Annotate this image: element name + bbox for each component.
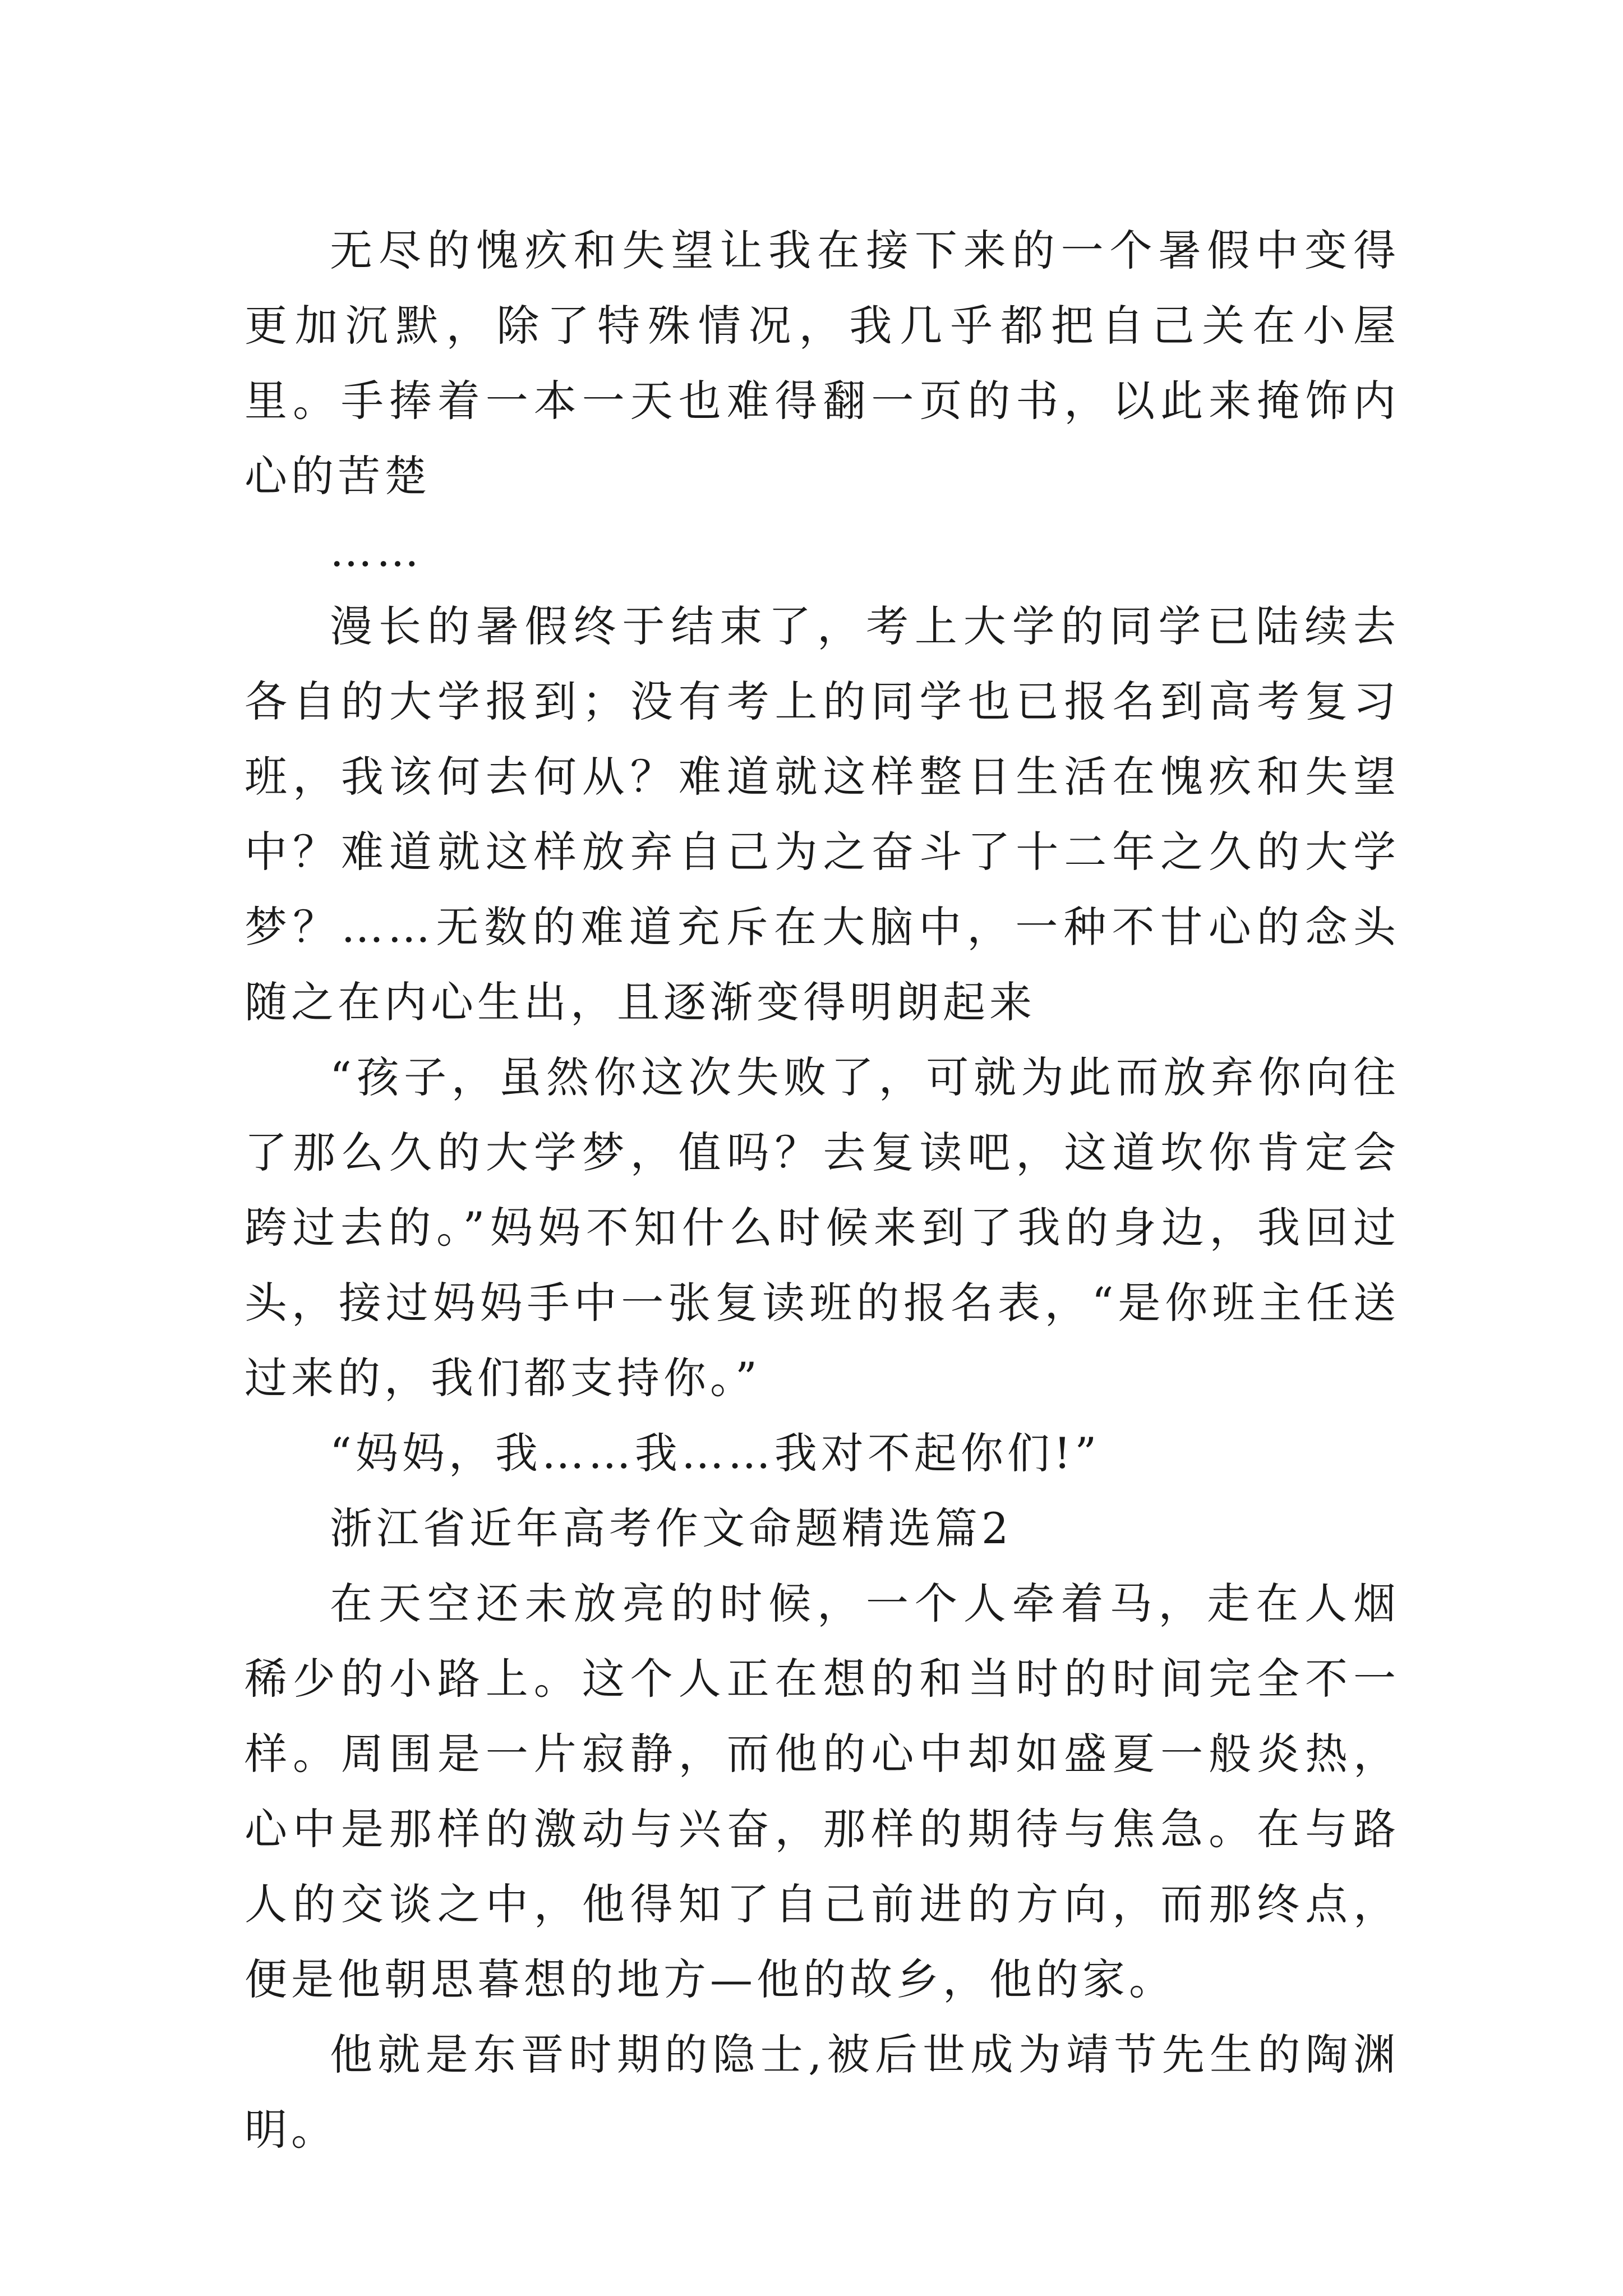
- paragraph-3: “孩子，虽然你这次失败了，可就为此而放弃你向往了那么久的大学梦，值吗？去复读吧，这道坎你肯定会跨过去的。”妈妈不知什么时候来到了我的身边，我回过头，接过妈妈手中一张复读班的报名表，“是你班主任送过来的，我们都支持你。”: [245, 1052, 1400, 1403]
- section-heading: 浙江省近年高考作文命题精选篇2: [330, 1503, 1013, 1553]
- document-body: [245, 213, 1400, 2168]
- paragraph-4: “妈妈，我……我……我对不起你们!”: [330, 1428, 1101, 1478]
- paragraph-1: 无尽的愧疚和失望让我在接下来的一个暑假中变得更加沉默，除了特殊情况，我几乎都把自己关在小屋里。手捧着一本一天也难得翻一页的书，以此来掩饰内心的苦楚: [245, 226, 1400, 501]
- paragraph-6: 他就是东晋时期的隐士,被后世成为靖节先生的陶渊明。: [245, 2030, 1400, 2155]
- paragraph-5: 在天空还未放亮的时候，一个人牵着马，走在人烟稀少的小路上。这个人正在想的和当时的时间完全不一样。周围是一片寂静，而他的心中却如盛夏一般炎热，心中是那样的激动与兴奋，那样的期待与焦急。在与路人的交谈之中，他得知了自己前进的方向，而那终点，便是他朝思暮想的地方—他的故乡，他的家。: [245, 1579, 1400, 2004]
- paragraph-2: 漫长的暑假终于结束了，考上大学的同学已陆续去各自的大学报到；没有考上的同学也已报名到高考复习班，我该何去何从？难道就这样整日生活在愧疚和失望中？难道就这样放弃自己为之奋斗了十二年之久的大学梦？……无数的难道充斥在大脑中，一种不甘心的念头随之在内心生出，且逐渐变得明朗起来: [245, 601, 1400, 1027]
- paragraph-ellipsis: ……: [330, 526, 423, 576]
